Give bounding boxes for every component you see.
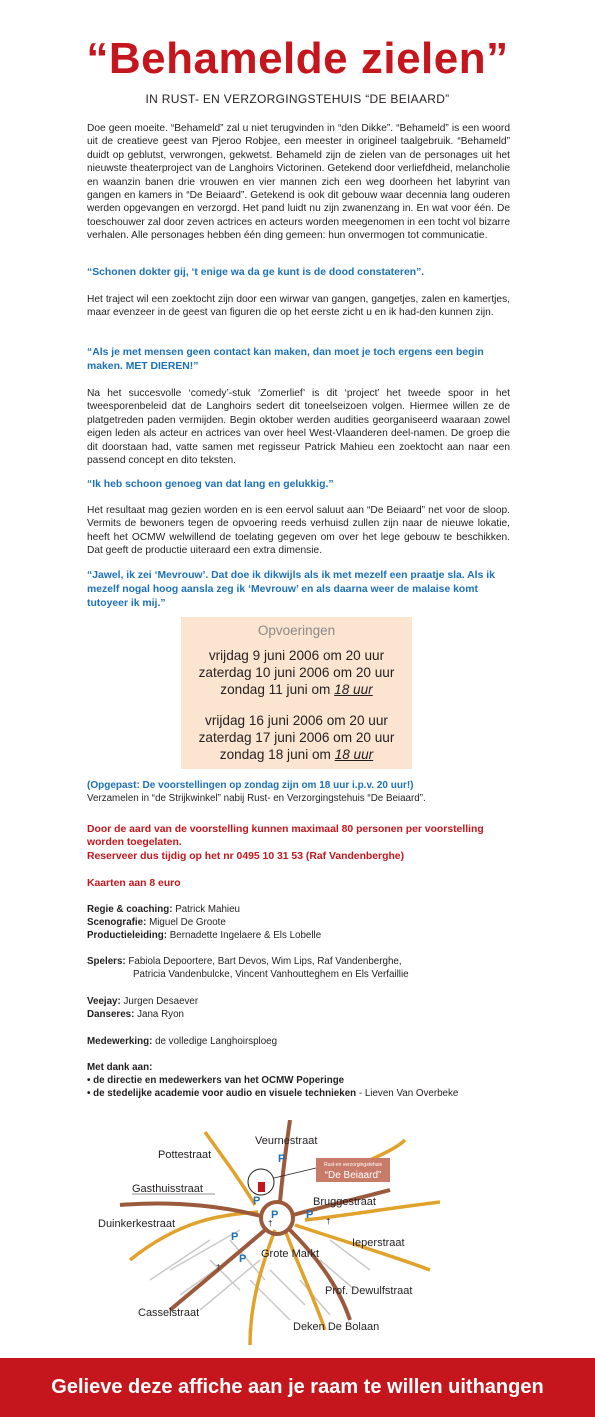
poster-title: “Behamelde zielen” [86, 34, 509, 83]
performance-date: zondag 18 juni om 18 uur [219, 747, 374, 762]
location-map [90, 1120, 510, 1345]
quote-2: “Als je met mensen geen contact kan maken, dan moet je toch ergens een begin maken. MET DIEREN!” [87, 347, 484, 372]
parking-icon: P [306, 1209, 314, 1221]
meeting-point: Verzamelen in “de Strijkwinkel” nabij Rust- en Verzorgingstehuis “De Beiaard”. [87, 793, 426, 804]
performances-block-1 [181, 647, 412, 698]
church-icon: † [326, 1217, 331, 1226]
street-label: Grote Markt [261, 1248, 320, 1260]
street-label: Casselstraat [138, 1307, 200, 1319]
credit-line: Scenografie: Miguel De Groote [87, 917, 226, 928]
performance-date: vrijdag 16 juni 2006 om 20 uur [205, 713, 388, 728]
street-label: Veurnestraat [255, 1135, 318, 1147]
reservation-phone: Reserveer dus tijdig op het nr 0495 10 31 53 (Raf Vandenberghe) [87, 850, 405, 862]
capacity-note: Door de aard van de voorstelling kunnen maximaal 80 personen per voorstelling worden toegelaten. [87, 824, 484, 849]
paragraph-4: Het resultaat mag gezien worden en is een eervol saluut aan “De Beiaard” net voor de sloop. Vermits de bewoners tegen de opvoering reeds verhuisd zullen zijn naar de nieuwe lokatie, heeft het OCMW welwillend de toelating gegeven om over het lege gebouw te beschikken. Dat geeft de productie uiteraard een extra dimensie. [87, 505, 510, 557]
credits-block [87, 903, 510, 942]
location-marker-icon [258, 1182, 265, 1192]
parking-icon: P [231, 1231, 239, 1243]
reservation-info [87, 823, 510, 863]
quote-4: “Jawel, ik zei ‘Mevrouw’. Dat doe ik dikwijls als ik met mezelf een praatje sla. Als ik mezelf nogal hoog aansla zeg ik ‘Mevrouw’ en als daarna weer de malaise komt tutoyeer ik mij.” [87, 570, 495, 609]
performances-block-2 [181, 712, 412, 763]
street-label: Prof. Dewulfstraat [325, 1285, 413, 1297]
callout-line [274, 1168, 316, 1178]
veejay-dancer-block: Veejay: Jurgen Desaever Danseres: Jana Ryon [87, 996, 199, 1020]
quote-3: “Ik heb schoon genoeg van dat lang en gelukkig.” [87, 479, 334, 490]
intro-paragraph: Doe geen moeite. “Behameld” zal u niet terugvinden in “den Dikke”. “Behameld” is een woord uit de creatieve geest van Pjeroo Robjee, een meester in origineel taalgebruik. “Behameld” duidt op geblutst, verwrongen, gekwetst. Behameld zijn de zielen van de personages uit het nieuwste theaterproject van de Langhoirs Victorinen. Getekend door verliefdheid, melancholie en waanzin banen drie vrouwen en vier mannen zich een weg doorheen het labyrint van gangen en kamers in “De Beiaard”. Getekend is ook dit gebouw waar decennia lang ouderen werden opgevangen en verzorgd. Het pand luidt nu zijn zwanenzang in. En wat voor één. De toeschouwer zal door zeven actrices en acteurs worden meegenomen in een tocht vol bizarre verhalen. Alle personages hebben één ding gemeen: hun onvermogen tot communicatie. [87, 123, 510, 242]
performance-date: zaterdag 10 juni 2006 om 20 uur [198, 665, 395, 680]
sign-small-text: Rust-en verzorgingstehuis [323, 1162, 383, 1168]
poster-subtitle: IN RUST- EN VERZORGINGSTEHUIS “DE BEIAARD” [145, 92, 450, 106]
street-label: Pottestraat [158, 1149, 212, 1161]
cooperation-line: Medewerking: de volledige Langhoirsploeg [87, 1036, 278, 1047]
performances-box [181, 617, 412, 769]
parking-icon: P [278, 1153, 286, 1165]
footer-banner: Gelieve deze affiche aan je raam te willen uithangen [0, 1358, 595, 1417]
paragraph-3: Na het succesvolle ‘comedy’-stuk ‘Zomerlief’ is dit ‘project’ het tweede spoor in het tweesporenbeleid dat de Langhoirs sedert dit toneelseizoen volgen. Hiermee willen ze de platgetreden paden vermijden. Begin oktober werden audities georganiseerd waaraan zowel eigen leden als acteur en actrices van over heel West-Vlaanderen deel-namen. De groep die dit doorstaan had, vatte samen met regisseur Patrick Mahieu een zoektocht aan naar een passend concept en dito teksten. [87, 388, 510, 467]
street-label: Gasthuisstraat [132, 1183, 203, 1195]
performances-heading: Opvoeringen [257, 623, 336, 638]
parking-icon: P [271, 1209, 279, 1221]
street-label: Ieperstraat [352, 1237, 405, 1249]
sign-big-text: “De Beiaard” [324, 1170, 382, 1181]
street-label: Duinkerkestraat [98, 1218, 176, 1230]
sunday-notice: (Opgepast: De voorstellingen op zondag zijn om 18 uur i.p.v. 20 uur!) [87, 780, 414, 791]
quote-1: “Schonen dokter gij, ‘t enige wa da ge kunt is de dood constateren”. [87, 267, 425, 278]
street-label: Deken De Bolaan [293, 1321, 380, 1333]
credit-line: Regie & coaching: Patrick Mahieu [87, 904, 240, 915]
practical-info [87, 779, 510, 805]
church-icon: † [268, 1219, 273, 1228]
church-icon: † [216, 1263, 221, 1272]
performance-date: vrijdag 9 juni 2006 om 20 uur [208, 648, 385, 663]
credit-line: Productieleiding: Bernadette Ingelaere & Els Lobelle [87, 930, 322, 941]
players-block: Spelers: Fabiola Depoortere, Bart Devos, Wim Lips, Raf Vandenberghe, Patricia Vandenbulcke, Vincent Vanhoutteghem en Els Verfaillie [87, 956, 409, 980]
thanks-block: Met dank aan: • de directie en medewerkers van het OCMW Poperinge • de stedelijke academie voor audio en visuele technieken - Lieven Van Overbeke [87, 1062, 459, 1099]
performance-date: zondag 11 juni om 18 uur [220, 682, 373, 697]
street-label: Bruggestraat [313, 1196, 376, 1208]
parking-icon: P [239, 1253, 247, 1265]
paragraph-2: Het traject wil een zoektocht zijn door een wirwar van gangen, gangetjes, zalen en kamertjes, maar evenzeer in de geest van figuren die op het eerste zicht u en ik had-den kunnen zijn. [87, 294, 510, 319]
ticket-price: Kaarten aan 8 euro [87, 878, 181, 889]
performance-date: zaterdag 17 juni 2006 om 20 uur [198, 730, 395, 745]
parking-icon: P [253, 1195, 261, 1207]
